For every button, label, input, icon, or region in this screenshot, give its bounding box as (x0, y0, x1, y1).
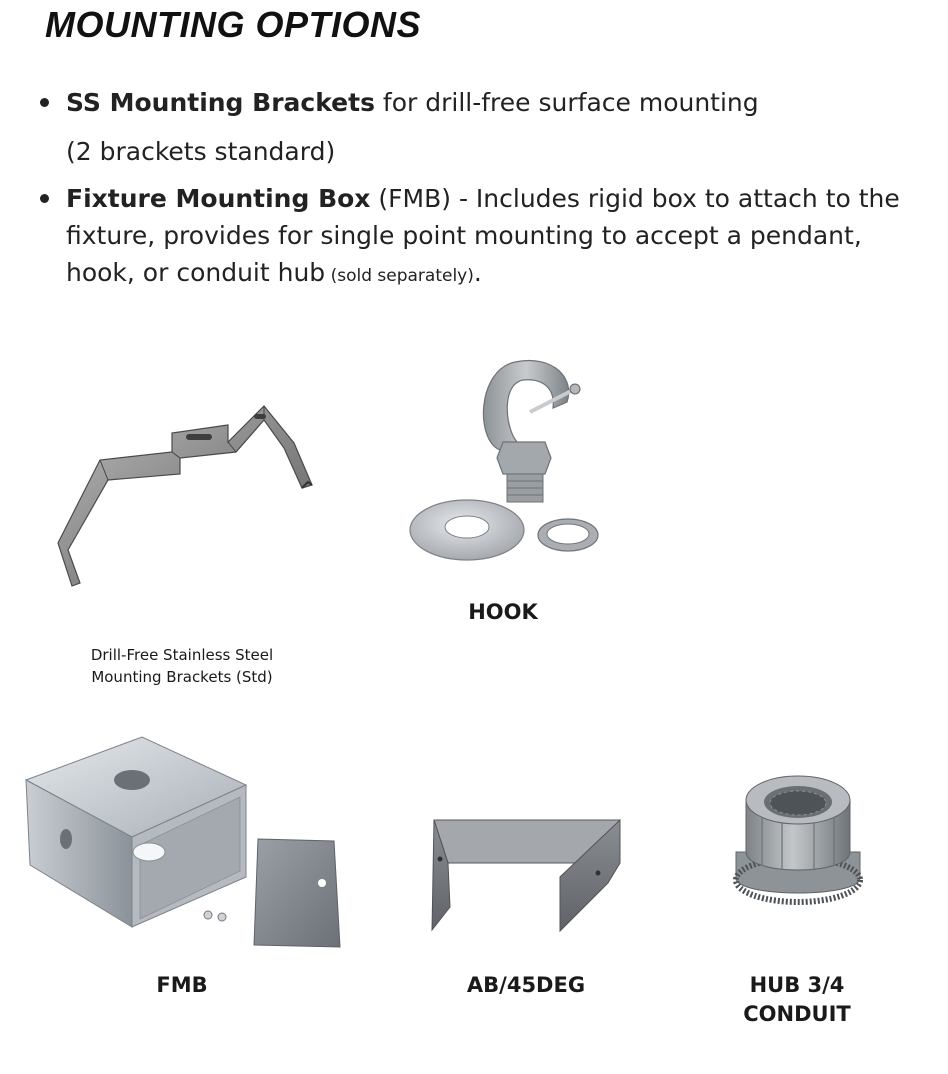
bullet-brackets-note: (2 brackets standard) (66, 137, 336, 166)
conduit-hub-image (732, 770, 864, 915)
bullet-dot-icon (40, 98, 49, 107)
hook-image (405, 350, 605, 565)
bullet-dot-icon (40, 194, 49, 203)
bullet-brackets-text: for drill-free surface mounting (374, 88, 759, 117)
bullet-fmb-small-note: (sold separately) (325, 266, 474, 286)
page-title: MOUNTING OPTIONS (45, 4, 421, 45)
ab45-bracket-image (428, 815, 624, 935)
hook-caption: HOOK (468, 600, 538, 624)
fmb-caption: FMB (156, 973, 208, 997)
bullet-fmb-text: (FMB) - Includes rigid box to attach to the fixture, provides for single point mounting to accept a pendant, hook, or conduit hub (66, 184, 900, 287)
bullet-fmb-heading: Fixture Mounting Box (66, 184, 371, 213)
mounting-bracket-image (50, 400, 320, 595)
bullet-list (40, 84, 900, 295)
fmb-box-image (22, 735, 342, 950)
bullet-brackets (40, 84, 900, 170)
bullet-fmb (40, 180, 900, 295)
bullet-fmb-end: . (473, 258, 482, 287)
ab45-caption: AB/45DEG (466, 973, 586, 997)
brackets-caption-line1: Drill-Free Stainless Steel (90, 646, 274, 664)
brackets-caption (62, 644, 302, 688)
hub-caption-line2: CONDUIT (743, 1002, 851, 1026)
hub-caption (722, 971, 872, 1029)
bullet-brackets-heading: SS Mounting Brackets (66, 88, 375, 117)
brackets-caption-line2: Mounting Brackets (Std) (91, 668, 273, 686)
hub-caption-line1: HUB 3/4 (749, 973, 845, 997)
